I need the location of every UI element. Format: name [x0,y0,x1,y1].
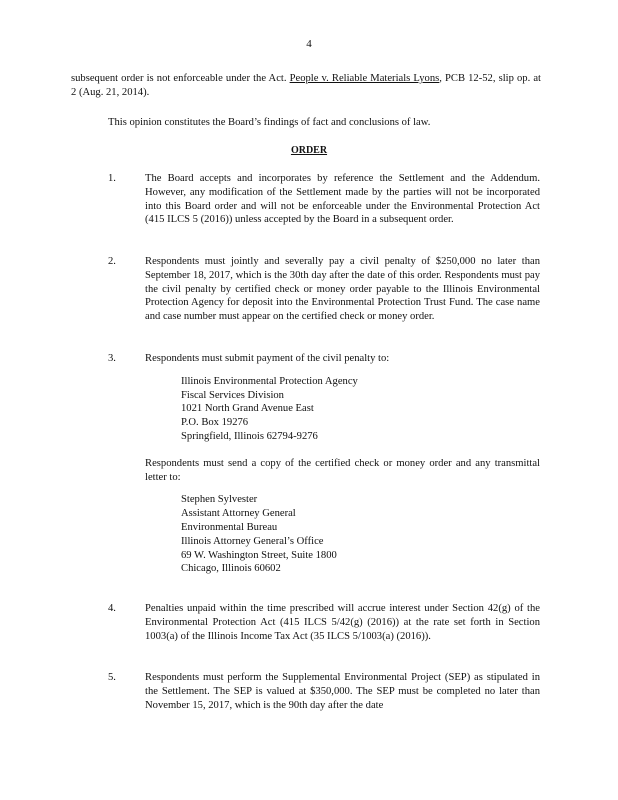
address-line: P.O. Box 19276 [181,417,249,429]
item-number: 3. [108,353,116,364]
item-text: The Board accepts and incorporates by reference the Settlement and the Addendum. However, any modification of the Settlement made by the parties will not be incorporated into this Board order and will not be enforceable under the Environmental Protection Act (415 ILCS 5 (2016)) unless accepted by the Board in a subsequent order. [145,173,540,226]
address-line: Assistant Attorney General [181,508,296,520]
item-text: Penalties unpaid within the time prescribed will accrue interest under Section 42(g) of the Environmental Protection Act (415 ILCS 5/42(g) (2016)) at the rate set forth in Section 1003(a) of the Illinois Income Tax Act (35 ILCS 5/1003(a) (2016)). [145,603,540,642]
item-text: Respondents must jointly and severally pay a civil penalty of $250,000 no later than September 18, 2017, which is the 30th day after the date of this order. Respondents must pay the civil penalty by certified check or money order payable to the Illinois Environmental Protection Agency for deposit into the Environmental Protection Trust Fund. The case name and case number must appear on the certified check or money order. [145,256,540,323]
address-line: Illinois Attorney General’s Office [181,535,324,547]
attorney-address-block [181,493,540,576]
intro-text-after: , PCB 12-52, slip op. at 2 (Aug. 21, 2014). [71,73,541,98]
order-item-2 [108,255,540,324]
address-line: Chicago, Illinois 60602 [181,563,281,575]
item-number: 1. [108,173,116,184]
payment-address-block [181,375,540,444]
intro-paragraph [71,72,541,100]
order-item-5 [108,671,540,712]
intro-text-before: subsequent order is not enforceable under the Act. [71,73,287,84]
address-line: Springfield, Illinois 62794-9276 [181,430,318,442]
page-number: 4 [306,38,312,50]
address-line: Fiscal Services Division [181,389,284,401]
address-line: Environmental Bureau [181,521,278,533]
item-body [145,352,540,576]
order-item-3 [108,352,540,576]
item-text: Respondents must submit payment of the civil penalty to: [145,353,390,364]
item-number: 5. [108,672,116,683]
item-number: 4. [108,603,116,614]
order-heading: ORDER [290,145,328,156]
item-text-2: Respondents must send a copy of the certified check or money order and any transmittal letter to: [145,457,540,483]
item-number: 2. [108,256,116,267]
opinion-statement: This opinion constitutes the Board’s findings of fact and conclusions of law. [108,117,431,128]
case-citation-name: People v. Reliable Materials Lyons [289,73,440,84]
address-line: 69 W. Washington Street, Suite 1800 [181,549,337,561]
order-item-1 [108,172,540,227]
item-text: Respondents must perform the Supplemental Environmental Project (SEP) as stipulated in the Settlement. The SEP is valued at $350,000. The SEP must be completed no later than November 15, 2017, which is the 90th day after the date [145,672,540,711]
address-line: Stephen Sylvester [181,494,258,506]
address-line: Illinois Environmental Protection Agency [181,375,358,387]
order-item-4 [108,602,540,643]
address-line: 1021 North Grand Avenue East [181,403,314,415]
